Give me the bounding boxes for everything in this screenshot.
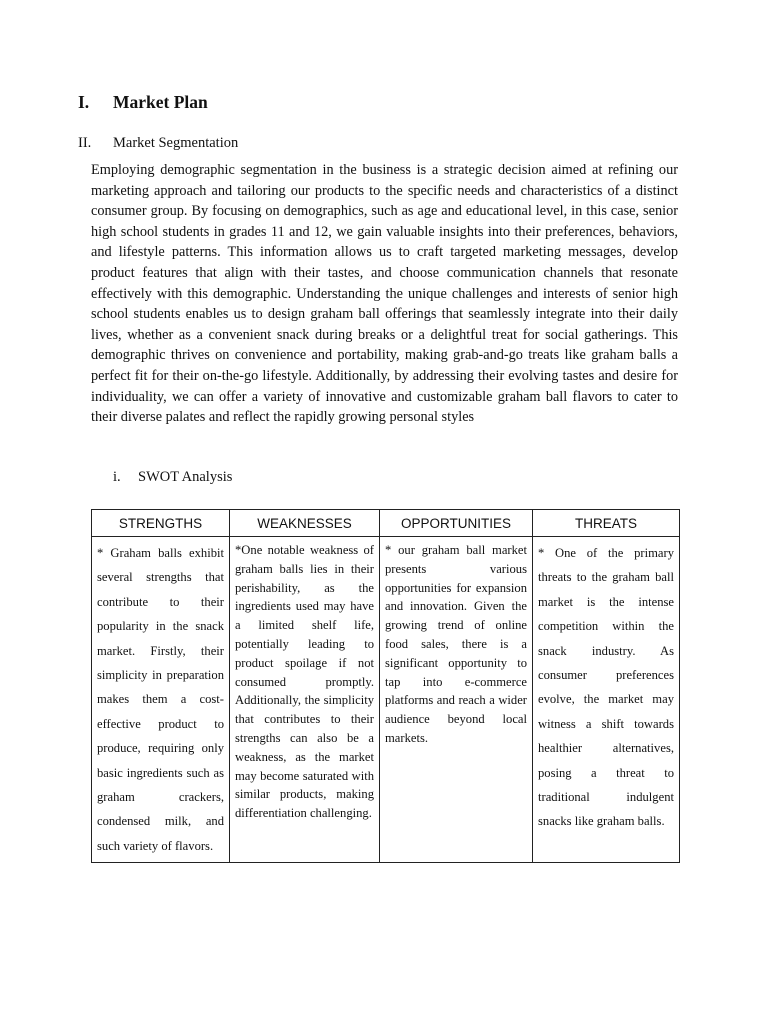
cell-opportunities: * our graham ball market presents various opportunities for expansion and innovation. Given the growing trend of online food sales, there is a significant opportunity to tap into e-commerce platforms and reach a wider audience beyond local markets. [380,537,533,863]
heading-market-plan [78,92,208,113]
heading-number: II. [78,135,92,151]
swot-header-row [92,510,680,537]
header-weaknesses: WEAKNESSES [230,510,380,537]
header-opportunities: OPPORTUNITIES [380,510,533,537]
cell-strengths: * Graham balls exhibit several strengths that contribute to their popularity in the snack market. Firstly, their simplicity in preparation makes them a cost-effective product to produce, requiring only basic ingredients such as graham crackers, condensed milk, and such variety of flavors. [92,537,230,863]
cell-weaknesses: *One notable weakness of graham balls lies in their perishability, as the ingredients used may have a limited shelf life, potentially leading to product spoilage if not consumed promptly. Additionally, the simplicity that contributes to their strengths can also be a weakness, as the market may become saturated with similar products, making differentiation challenging. [230,537,380,863]
heading-text: SWOT Analysis [138,469,233,485]
heading-text: Market Plan [113,92,208,112]
header-strengths: STRENGTHS [92,510,230,537]
heading-number: i. [113,469,121,485]
heading-text: Market Segmentation [113,135,239,151]
heading-market-segmentation [78,135,238,152]
heading-number: I. [78,92,90,112]
header-threats: THREATS [533,510,680,537]
segmentation-paragraph: Employing demographic segmentation in the business is a strategic decision aimed at refining our marketing approach and tailoring our products to the specific needs and characteristics of a distinct consumer group. By focusing on demographics, such as age and educational level, in this case, senior high school students in grades 11 and 12, we gain valuable insights into their preferences, behaviors, and lifestyle patterns. This information allows us to craft targeted marketing messages, develop product features that align with their tastes, and choose communication channels that resonate effectively with this demographic. Understanding the unique challenges and interests of senior high school students enables us to design graham ball offerings that seamlessly integrate into their daily lives, whether as a convenient snack during breaks or a delightful treat for social gatherings. This demographic thrives on convenience and portability, making grab-and-go treats like graham balls a perfect fit for their on-the-go lifestyle. Additionally, by addressing their evolving tastes and desire for individuality, we can offer a variety of innovative and customizable graham ball flavors to cater to their diverse palates and reflect the rapidly growing personal styles [91,162,678,426]
heading-swot-analysis [113,469,232,486]
swot-content-row [92,537,680,863]
swot-table [91,509,680,863]
cell-threats: * One of the primary threats to the graham ball market is the intense competition within the snack industry. As consumer preferences evolve, the market may witness a shift towards healthier alternatives, posing a threat to traditional indulgent snacks like graham balls. [533,537,680,863]
